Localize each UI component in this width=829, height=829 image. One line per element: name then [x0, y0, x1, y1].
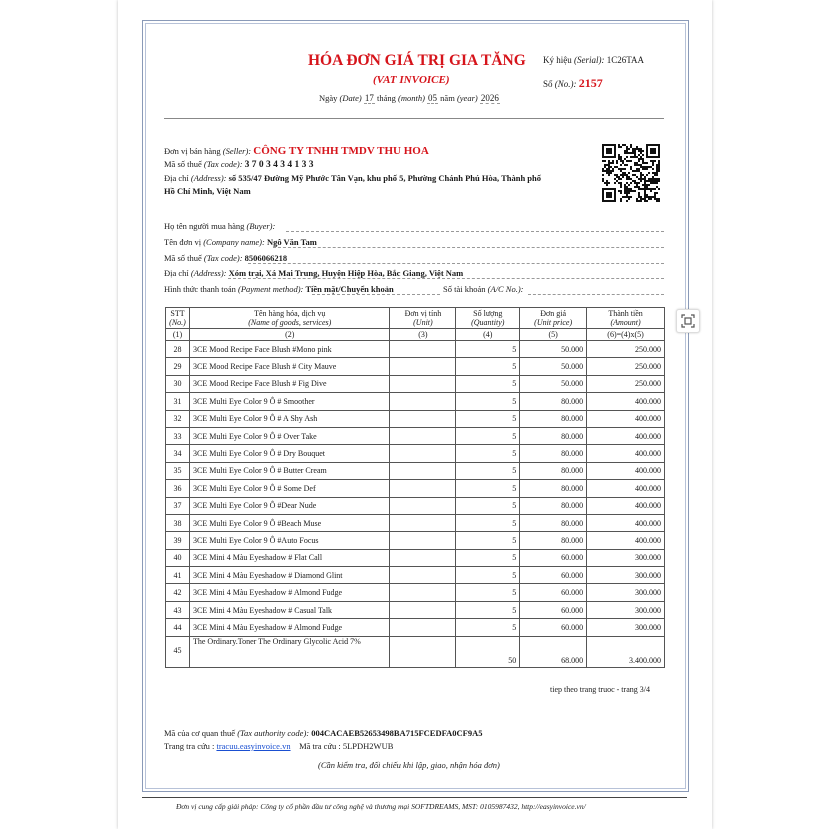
header-price: Đơn giá (Unit price) — [520, 308, 587, 329]
row-price: 60.000 — [520, 584, 587, 601]
date-month: 05 — [428, 93, 438, 103]
row-qty: 5 — [456, 549, 520, 566]
row-amount: 400.000 — [587, 497, 665, 514]
header-qty: Số lượng (Quantity) — [456, 308, 520, 329]
buyer-dotted-line — [286, 231, 664, 232]
lookup-row — [164, 741, 393, 751]
invoice-page — [118, 0, 712, 829]
row-price: 60.000 — [520, 601, 587, 618]
row-amount: 400.000 — [587, 514, 665, 531]
company-label: Tên đơn vị — [164, 237, 202, 247]
company-row — [164, 237, 317, 247]
row-unit — [390, 410, 456, 427]
row-qty: 5 — [456, 497, 520, 514]
check-note: (Cần kiểm tra, đối chiếu khi lập, giao, nhận hóa đơn) — [318, 760, 500, 770]
row-qty: 5 — [456, 462, 520, 479]
index-1: (1) — [166, 329, 190, 341]
row-price: 80.000 — [520, 445, 587, 462]
header-unit: Đơn vị tính (Unit) — [390, 308, 456, 329]
index-2: (2) — [189, 329, 390, 341]
seller-name: CÔNG TY TNHH TMDV THU HOA — [253, 145, 429, 157]
row-amount: 400.000 — [587, 480, 665, 497]
row-name: The Ordinary.Toner The Ordinary Glycolic Acid 7% — [189, 636, 390, 667]
row-qty: 5 — [456, 445, 520, 462]
company-label-en: (Company name): — [203, 237, 265, 247]
row-name: 3CE Multi Eye Color 9 Ô #Auto Focus — [189, 532, 390, 549]
row-stt: 34 — [166, 445, 190, 462]
row-price: 80.000 — [520, 514, 587, 531]
row-stt: 43 — [166, 601, 190, 618]
table-row — [166, 532, 665, 549]
buyer-tax-dotted-line — [248, 263, 664, 264]
seller-address-line2: Hồ Chí Minh, Việt Nam — [164, 186, 251, 196]
no-value: 2157 — [578, 76, 603, 90]
payment-row — [164, 284, 394, 294]
table-row — [166, 393, 665, 410]
table-row — [166, 358, 665, 375]
table-row — [166, 427, 665, 444]
buyer-address-dotted-line — [228, 278, 664, 279]
header-amount: Thành tiền (Amount) — [587, 308, 665, 329]
date-day: 17 — [364, 93, 374, 103]
buyer-tax-code: 8506066218 — [244, 253, 288, 263]
row-amount: 300.000 — [587, 549, 665, 566]
buyer-address-label-en: (Address): — [190, 268, 227, 278]
row-price: 68.000 — [520, 636, 587, 667]
row-price: 50.000 — [520, 341, 587, 358]
company-dotted-line — [273, 247, 664, 248]
row-price: 60.000 — [520, 567, 587, 584]
payment-label-en: (Payment method): — [238, 284, 304, 294]
row-stt: 42 — [166, 584, 190, 601]
row-qty: 50 — [456, 636, 520, 667]
account-row — [443, 284, 524, 294]
table-row — [166, 462, 665, 479]
row-unit — [390, 514, 456, 531]
row-price: 80.000 — [520, 532, 587, 549]
row-price: 80.000 — [520, 497, 587, 514]
row-amount: 400.000 — [587, 445, 665, 462]
row-qty: 5 — [456, 601, 520, 618]
payment-method: Tiền mặt/Chuyển khoản — [305, 284, 394, 294]
table-row — [166, 584, 665, 601]
row-name: 3CE Mood Recipe Face Blush # City Mauve — [189, 358, 390, 375]
row-stt: 45 — [166, 636, 190, 667]
row-amount: 400.000 — [587, 462, 665, 479]
date-label: Ngày — [319, 93, 338, 103]
row-unit — [390, 619, 456, 636]
scan-icon[interactable] — [676, 309, 700, 333]
header-stt: STT (No.) — [166, 308, 190, 329]
date-label-en: (Date) — [339, 93, 362, 103]
seller-address-line1: số 535/47 Đường Mỹ Phước Tân Vạn, khu phố 5, Phường Chánh Phú Hòa, Thành phố — [228, 173, 542, 183]
row-unit — [390, 636, 456, 667]
lookup-site-label: Trang tra cứu : — [164, 741, 215, 751]
row-stt: 35 — [166, 462, 190, 479]
row-qty: 5 — [456, 567, 520, 584]
index-4: (4) — [456, 329, 520, 341]
footer-divider — [142, 797, 687, 798]
seller-tax-label: Mã số thuế — [164, 159, 202, 169]
row-name: 3CE Multi Eye Color 9 Ô # Dry Bouquet — [189, 445, 390, 462]
row-qty: 5 — [456, 410, 520, 427]
row-amount: 400.000 — [587, 427, 665, 444]
serial — [543, 55, 644, 65]
row-amount: 300.000 — [587, 567, 665, 584]
row-name: 3CE Mini 4 Màu Eyeshadow # Casual Talk — [189, 601, 390, 618]
row-qty: 5 — [456, 514, 520, 531]
row-qty: 5 — [456, 480, 520, 497]
seller-label-en: (Seller): — [222, 146, 252, 156]
row-unit — [390, 480, 456, 497]
year-label: năm — [440, 93, 455, 103]
row-price: 80.000 — [520, 393, 587, 410]
company-name: Ngô Văn Tam — [266, 237, 317, 247]
table-row — [166, 497, 665, 514]
row-unit — [390, 393, 456, 410]
row-unit — [390, 445, 456, 462]
row-stt: 30 — [166, 375, 190, 392]
row-stt: 44 — [166, 619, 190, 636]
qr-code-icon — [602, 144, 660, 202]
lookup-site-link[interactable]: tracuu.easyinvoice.vn — [216, 741, 291, 751]
row-stt: 28 — [166, 341, 190, 358]
row-qty: 5 — [456, 532, 520, 549]
account-dotted-line — [528, 294, 664, 295]
row-unit — [390, 358, 456, 375]
row-price: 60.000 — [520, 549, 587, 566]
row-name: 3CE Multi Eye Color 9 Ô # Over Take — [189, 427, 390, 444]
month-label: tháng — [376, 93, 396, 103]
row-amount: 400.000 — [587, 393, 665, 410]
row-stt: 41 — [166, 567, 190, 584]
account-label-en: (A/C No.): — [487, 284, 524, 294]
invoice-subtitle: (VAT INVOICE) — [373, 74, 450, 86]
row-qty: 5 — [456, 341, 520, 358]
buyer-address: Xóm trại, Xá Mai Trung, Huyện Hiệp Hòa, Bắc Giang, Việt Nam — [228, 268, 464, 278]
table-row — [166, 410, 665, 427]
row-stt: 31 — [166, 393, 190, 410]
seller-address-label-en: (Address): — [190, 173, 227, 183]
row-amount: 400.000 — [587, 410, 665, 427]
payment-dotted-line — [312, 294, 440, 295]
invoice-number — [543, 76, 603, 91]
seller-address-label: Địa chỉ — [164, 173, 189, 183]
row-price: 80.000 — [520, 427, 587, 444]
row-name: 3CE Multi Eye Color 9 Ô # Butter Cream — [189, 462, 390, 479]
buyer-tax-label: Mã số thuế — [164, 253, 202, 263]
table-row — [166, 375, 665, 392]
row-price: 80.000 — [520, 462, 587, 479]
row-qty: 5 — [456, 358, 520, 375]
row-qty: 5 — [456, 619, 520, 636]
table-index-row — [166, 329, 665, 341]
row-unit — [390, 462, 456, 479]
row-name: 3CE Mini 4 Màu Eyeshadow # Almond Fudge — [189, 584, 390, 601]
row-stt: 37 — [166, 497, 190, 514]
provider-footer: Đơn vị cung cấp giải pháp: Công ty cổ phần đầu tư công nghệ và thương mại SOFTDREAMS, MST: 0105987432, http://easyinvoice.vn/ — [176, 802, 586, 811]
row-amount: 250.000 — [587, 375, 665, 392]
seller-tax-code: 3 7 0 3 4 3 4 1 3 3 — [244, 160, 314, 170]
row-unit — [390, 497, 456, 514]
row-name: 3CE Mini 4 Màu Eyeshadow # Flat Call — [189, 549, 390, 566]
header-name: Tên hàng hóa, dịch vụ (Name of goods, services) — [189, 308, 390, 329]
row-amount: 300.000 — [587, 601, 665, 618]
index-6: (6)=(4)x(5) — [587, 329, 665, 341]
buyer-row — [164, 221, 275, 231]
row-stt: 32 — [166, 410, 190, 427]
authority-label: Mã của cơ quan thuế — [164, 728, 236, 738]
lookup-code-label: Mã tra cứu : — [299, 741, 341, 751]
date-year: 2026 — [480, 93, 499, 103]
seller-address-row — [164, 173, 541, 183]
row-stt: 29 — [166, 358, 190, 375]
invoice-title: HÓA ĐƠN GIÁ TRỊ GIA TĂNG — [308, 52, 526, 69]
serial-label-en: (Serial): — [574, 55, 605, 65]
lookup-code: 5LPDH2WUB — [342, 741, 394, 751]
table-row — [166, 549, 665, 566]
row-name: 3CE Multi Eye Color 9 Ô #Dear Nude — [189, 497, 390, 514]
row-unit — [390, 601, 456, 618]
table-row — [166, 480, 665, 497]
row-unit — [390, 584, 456, 601]
table-header-row — [166, 308, 665, 329]
row-amount: 3.400.000 — [587, 636, 665, 667]
header-divider — [164, 118, 664, 119]
row-price: 80.000 — [520, 480, 587, 497]
buyer-tax-row — [164, 253, 287, 263]
row-stt: 40 — [166, 549, 190, 566]
row-amount: 300.000 — [587, 584, 665, 601]
table-row — [166, 636, 665, 667]
items-table — [165, 307, 665, 668]
seller-tax-row — [164, 159, 314, 170]
serial-label: Ký hiệu — [543, 55, 572, 65]
buyer-tax-label-en: (Tax code): — [203, 253, 243, 263]
buyer-label-en: (Buyer): — [246, 221, 276, 231]
index-5: (5) — [520, 329, 587, 341]
tax-authority-row — [164, 728, 483, 738]
account-label: Số tài khoản — [443, 284, 486, 294]
table-row — [166, 341, 665, 358]
table-row — [166, 514, 665, 531]
row-name: 3CE Multi Eye Color 9 Ô # Some Def — [189, 480, 390, 497]
payment-label: Hình thức thanh toán — [164, 284, 236, 294]
row-unit — [390, 567, 456, 584]
row-unit — [390, 427, 456, 444]
row-unit — [390, 532, 456, 549]
row-name: 3CE Multi Eye Color 9 Ô # A Shy Ash — [189, 410, 390, 427]
row-name: 3CE Mini 4 Màu Eyeshadow # Almond Fudge — [189, 619, 390, 636]
month-label-en: (month) — [398, 93, 425, 103]
row-qty: 5 — [456, 584, 520, 601]
row-qty: 5 — [456, 375, 520, 392]
row-stt: 36 — [166, 480, 190, 497]
row-stt: 39 — [166, 532, 190, 549]
seller-label: Đơn vị bán hàng — [164, 146, 221, 156]
table-row — [166, 619, 665, 636]
buyer-address-label: Địa chỉ — [164, 268, 189, 278]
row-stt: 38 — [166, 514, 190, 531]
authority-code: 004CACAEB52653498BA715FCEDFA0CF9A5 — [311, 728, 483, 738]
year-label-en: (year) — [456, 93, 478, 103]
row-price: 60.000 — [520, 619, 587, 636]
seller-tax-label-en: (Tax code): — [203, 159, 243, 169]
row-unit — [390, 549, 456, 566]
row-amount: 250.000 — [587, 358, 665, 375]
continuation-note: tiep theo trang truoc - trang 3/4 — [550, 685, 650, 694]
row-price: 50.000 — [520, 358, 587, 375]
table-row — [166, 445, 665, 462]
row-unit — [390, 341, 456, 358]
row-name: 3CE Multi Eye Color 9 Ô #Beach Muse — [189, 514, 390, 531]
row-amount: 300.000 — [587, 619, 665, 636]
row-amount: 250.000 — [587, 341, 665, 358]
table-row — [166, 601, 665, 618]
row-stt: 33 — [166, 427, 190, 444]
row-name: 3CE Mood Recipe Face Blush #Mono pink — [189, 341, 390, 358]
invoice-date — [319, 93, 500, 103]
row-name: 3CE Multi Eye Color 9 Ô # Smoother — [189, 393, 390, 410]
index-3: (3) — [390, 329, 456, 341]
row-name: 3CE Mood Recipe Face Blush # Fig Dive — [189, 375, 390, 392]
buyer-label: Họ tên người mua hàng — [164, 221, 245, 231]
authority-label-en: (Tax authority code): — [237, 728, 310, 738]
row-amount: 400.000 — [587, 532, 665, 549]
row-qty: 5 — [456, 427, 520, 444]
buyer-address-row — [164, 268, 463, 278]
table-row — [166, 567, 665, 584]
row-qty: 5 — [456, 393, 520, 410]
no-label: Số — [543, 79, 553, 89]
no-label-en: (No.): — [554, 79, 577, 89]
row-price: 50.000 — [520, 375, 587, 392]
seller-row — [164, 145, 429, 157]
serial-value: 1C26TAA — [606, 55, 645, 65]
row-unit — [390, 375, 456, 392]
row-name: 3CE Mini 4 Màu Eyeshadow # Diamond Glint — [189, 567, 390, 584]
row-price: 80.000 — [520, 410, 587, 427]
